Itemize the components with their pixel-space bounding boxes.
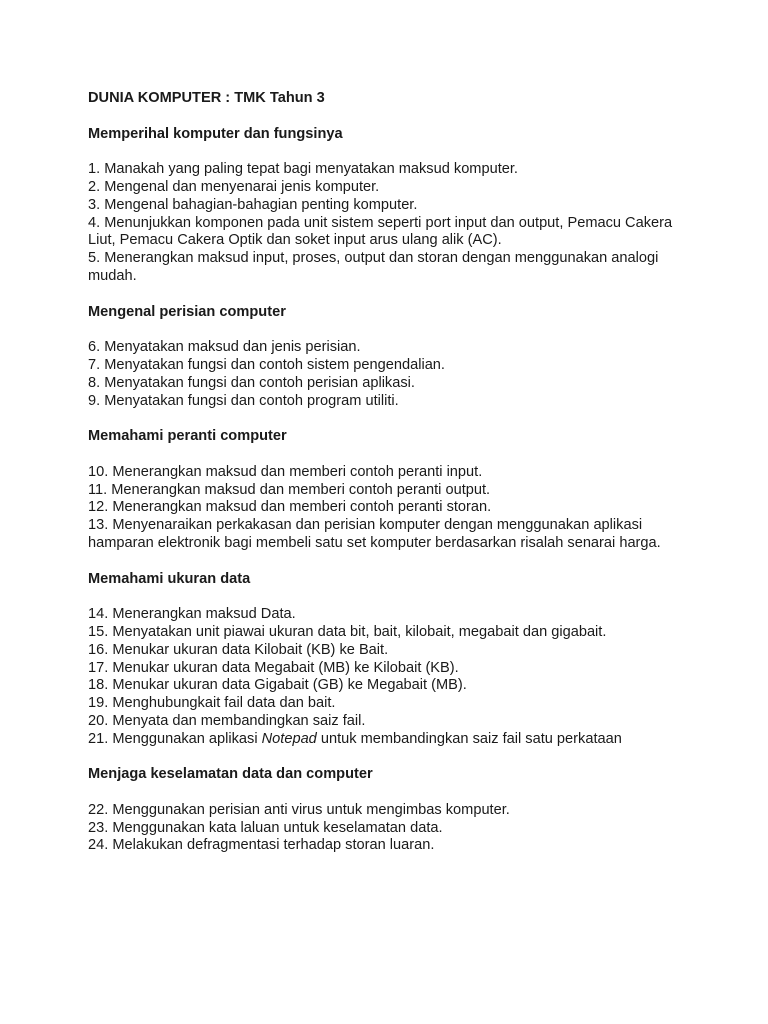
list-item-text: untuk membandingkan saiz fail satu perkataan [316, 730, 622, 747]
list-item: 6. Menyatakan maksud dan jenis perisian. [88, 339, 361, 356]
list-item: 12. Menerangkan maksud dan memberi contoh peranti storan. [88, 499, 492, 516]
list-item: 22. Menggunakan perisian anti virus untuk mengimbas komputer. [88, 801, 510, 818]
list-item-text: 21. Menggunakan aplikasi [88, 730, 262, 747]
list-item: 1. Manakah yang paling tepat bagi menyatakan maksud komputer. [88, 161, 518, 178]
document-page [88, 90, 688, 873]
section-memahami-ukuran-data [88, 571, 688, 749]
list-item: 9. Menyatakan fungsi dan contoh program utiliti. [88, 392, 399, 409]
section-heading: Memperihal komputer dan fungsinya [88, 125, 343, 142]
list-item: 16. Menukar ukuran data Kilobait (KB) ke Bait. [88, 641, 389, 658]
section-memperihal-komputer [88, 126, 688, 286]
list-item: 11. Menerangkan maksud dan memberi contoh peranti output. [88, 481, 491, 498]
list-item: 19. Menghubungkait fail data dan bait. [88, 695, 336, 712]
section-mengenal-perisian [88, 304, 688, 411]
list-item [88, 731, 688, 749]
list-item: 17. Menukar ukuran data Megabait (MB) ke Kilobait (KB). [88, 659, 459, 676]
list-item: 10. Menerangkan maksud dan memberi contoh peranti input. [88, 463, 483, 480]
list-item: 24. Melakukan defragmentasi terhadap storan luaran. [88, 837, 435, 854]
list-item: 5. Menerangkan maksud input, proses, output dan storan dengan menggunakan analogi mudah. [88, 250, 659, 284]
section-heading: Menjaga keselamatan data dan computer [88, 766, 373, 783]
list-item: 14. Menerangkan maksud Data. [88, 606, 296, 623]
section-memahami-peranti [88, 428, 688, 553]
section-heading: Mengenal perisian computer [88, 303, 286, 320]
list-item: 20. Menyata dan membandingkan saiz fail. [88, 712, 366, 729]
list-item: 23. Menggunakan kata laluan untuk keselamatan data. [88, 819, 443, 836]
list-item: 3. Mengenal bahagian-bahagian penting komputer. [88, 196, 418, 213]
list-item: 18. Menukar ukuran data Gigabait (GB) ke Megabait (MB). [88, 677, 467, 694]
section-heading: Memahami peranti computer [88, 428, 287, 445]
notepad-emphasis: Notepad [261, 730, 317, 747]
section-menjaga-keselamatan [88, 766, 688, 855]
list-item: 8. Menyatakan fungsi dan contoh perisian aplikasi. [88, 374, 415, 391]
list-item: 7. Menyatakan fungsi dan contoh sistem pengendalian. [88, 356, 445, 373]
list-item: 13. Menyenaraikan perkakasan dan perisian komputer dengan menggunakan aplikasi hamparan elektronik bagi membeli satu set komputer berdasarkan risalah senarai harga. [88, 517, 661, 551]
document-title: DUNIA KOMPUTER : TMK Tahun 3 [88, 90, 325, 106]
list-item: 4. Menunjukkan komponen pada unit sistem seperti port input dan output, Pemacu Cakera Liut, Pemacu Cakera Optik dan soket input arus ulang alik (AC). [88, 214, 673, 249]
list-item: 2. Mengenal dan menyenarai jenis komputer. [88, 178, 380, 195]
section-heading: Memahami ukuran data [88, 570, 251, 587]
list-item: 15. Menyatakan unit piawai ukuran data bit, bait, kilobait, megabait dan gigabait. [88, 623, 607, 640]
